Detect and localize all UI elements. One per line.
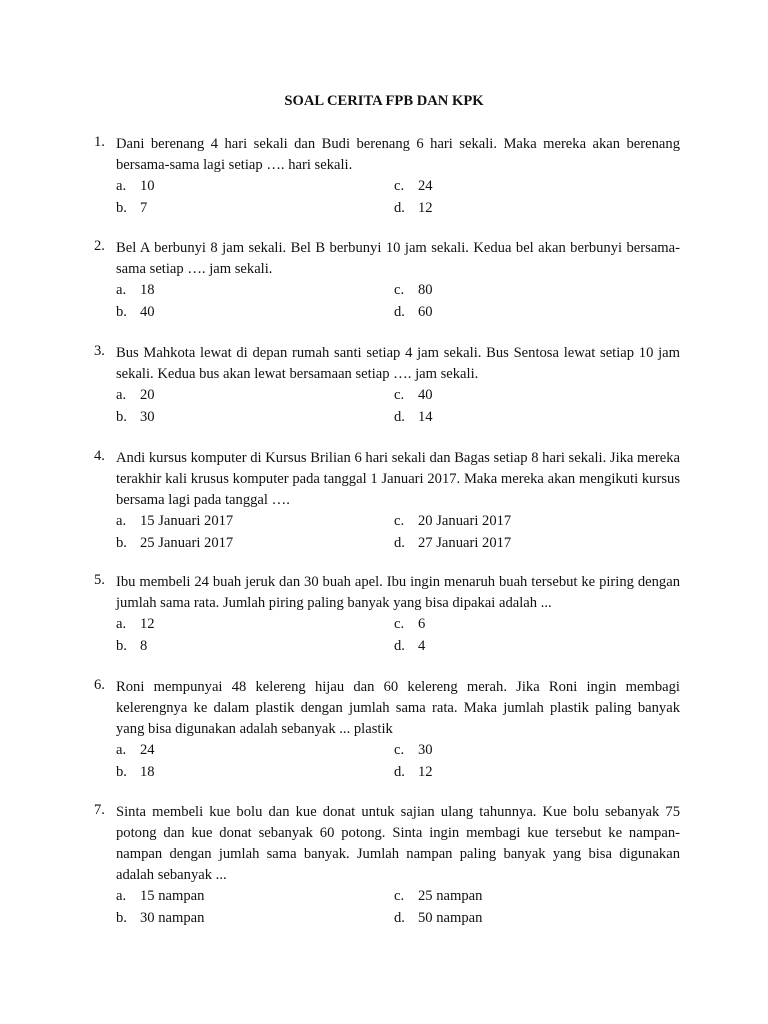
option-d: d. 4	[394, 637, 426, 654]
option-c: c. 30	[394, 742, 433, 758]
option-a: a. 20	[116, 387, 155, 403]
option-b: b. 30	[116, 408, 155, 425]
question-3	[94, 343, 680, 428]
option-c: c. 24	[394, 178, 433, 194]
answer-options	[116, 740, 680, 783]
option-d: d. 50 nampan	[394, 909, 483, 926]
answer-options	[116, 511, 680, 554]
question-1	[94, 134, 680, 219]
question-text: Ibu membeli 24 buah jeruk dan 30 buah apel. Ibu ingin menaruh buah tersebut ke piring dengan jumlah sama rata. Jumlah piring paling banyak yang bisa dipakai adalah ...	[116, 574, 680, 611]
option-a: a. 10	[116, 178, 155, 194]
page-title: SOAL CERITA FPB DAN KPK	[284, 93, 484, 109]
option-d: d. 60	[394, 303, 433, 320]
option-b: b. 40	[116, 303, 155, 320]
option-d: d. 12	[394, 763, 433, 780]
question-6	[94, 677, 680, 783]
answer-options	[116, 886, 680, 929]
question-number: 4.	[94, 448, 105, 464]
answer-options	[116, 280, 680, 323]
option-b: b. 30 nampan	[116, 909, 205, 926]
question-number: 6.	[94, 677, 105, 693]
question-number: 2.	[94, 238, 105, 254]
option-a: a. 24	[116, 742, 155, 758]
question-text: Roni mempunyai 48 kelereng hijau dan 60 kelereng merah. Jika Roni ingin membagi kelerengnya ke dalam plastik dengan jumlah sama rata. Maka jumlah plastik paling banyak yang bisa digunakan adalah sebanyak ... plastik	[116, 679, 680, 737]
answer-options	[116, 385, 680, 428]
option-d: d. 27 Januari 2017	[394, 534, 512, 551]
option-b: b. 18	[116, 763, 155, 780]
option-c: c. 80	[394, 282, 433, 298]
option-b: b. 25 Januari 2017	[116, 534, 234, 551]
question-text: Andi kursus komputer di Kursus Brilian 6 hari sekali dan Bagas setiap 8 hari sekali. Jika mereka terakhir kali krusus komputer pada tanggal 1 Januari 2017. Maka mereka akan mengikuti kursus bersama lagi pada tanggal ….	[116, 450, 680, 508]
option-d: d. 14	[394, 408, 433, 425]
option-b: b. 7	[116, 199, 148, 216]
question-number: 1.	[94, 134, 105, 150]
option-c: c. 25 nampan	[394, 888, 483, 904]
option-c: c. 6	[394, 616, 426, 632]
answer-options	[116, 176, 680, 219]
option-a: a. 15 Januari 2017	[116, 513, 234, 529]
question-number: 5.	[94, 572, 105, 588]
answer-options	[116, 614, 680, 657]
question-number: 3.	[94, 343, 105, 359]
option-c: c. 20 Januari 2017	[394, 513, 512, 529]
question-text: Bel A berbunyi 8 jam sekali. Bel B berbunyi 10 jam sekali. Kedua bel akan berbunyi bersama-sama setiap …. jam sekali.	[116, 240, 680, 277]
option-a: a. 18	[116, 282, 155, 298]
question-text: Bus Mahkota lewat di depan rumah santi setiap 4 jam sekali. Bus Sentosa lewat setiap 10 jam sekali. Kedua bus akan lewat bersamaan setiap …. jam sekali.	[116, 345, 680, 382]
question-text: Dani berenang 4 hari sekali dan Budi berenang 6 hari sekali. Maka mereka akan berenang bersama-sama lagi setiap …. hari sekali.	[116, 136, 680, 173]
question-7	[94, 802, 680, 929]
option-d: d. 12	[394, 199, 433, 216]
question-text: Sinta membeli kue bolu dan kue donat untuk sajian ulang tahunnya. Kue bolu sebanyak 75 potong dan kue donat sebanyak 60 potong. Sinta ingin membagi kue tersebut ke nampan-nampan dengan jumlah sama banyak. Jumlah nampan paling banyak yang bisa digunakan adalah sebanyak ...	[116, 804, 680, 883]
option-a: a. 15 nampan	[116, 888, 205, 904]
question-number: 7.	[94, 802, 105, 818]
question-5	[94, 572, 680, 657]
option-a: a. 12	[116, 616, 155, 632]
question-4	[94, 448, 680, 554]
option-b: b. 8	[116, 637, 148, 654]
question-2	[94, 238, 680, 323]
option-c: c. 40	[394, 387, 433, 403]
